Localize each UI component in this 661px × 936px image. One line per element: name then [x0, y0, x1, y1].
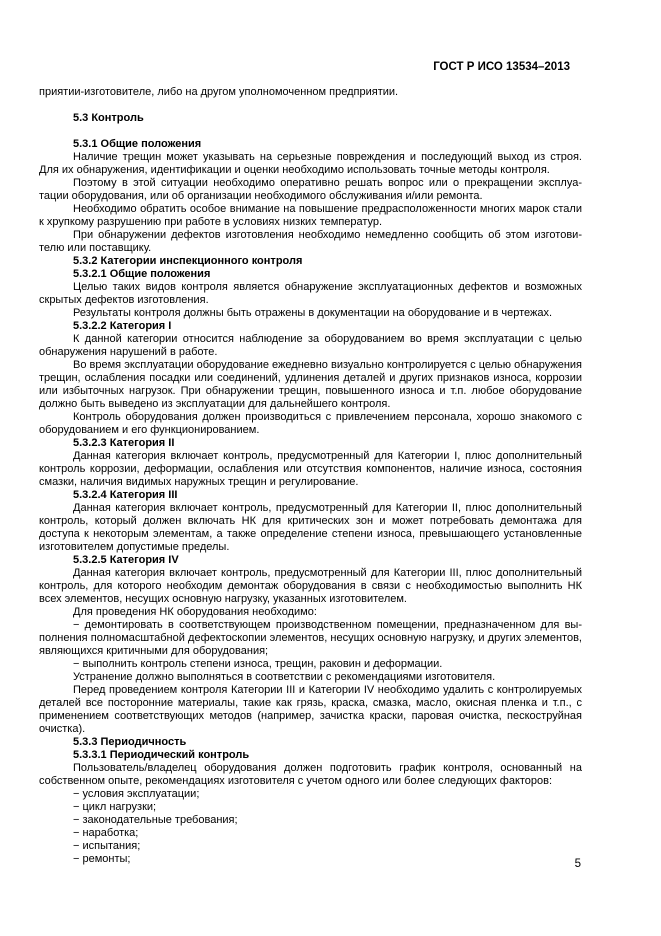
paragraph: Результаты контроля должны быть отражены в документации на оборудование и в чертежах.	[73, 307, 553, 319]
section-heading: 5.3.3 Периодичность	[73, 736, 187, 748]
page-number: 5	[574, 858, 581, 870]
list-item: − наработка;	[73, 827, 139, 839]
section-heading: 5.3.2.2 Категория I	[73, 320, 172, 332]
paragraph: Данная категория включает контроль, предусмотренный для Категории II, плюс дополнительный контроль, который должен включать НК для критических зон и может потребовать демонтажа для доступа к некоторым элементам, а также определение степени износа, превышающего установленные изготовителем допустимые пределы.	[39, 502, 582, 553]
section-heading: 5.3.2.1 Общие положения	[73, 268, 211, 280]
paragraph: Пользователь/владелец оборудования должен подготовить график контроля, основанный на собственном опыте, рекомендациях изготовителя с учетом одного или более следующих факторов:	[39, 762, 582, 787]
section-heading: 5.3.2.3 Категория II	[73, 437, 175, 449]
section-heading: 5.3.1 Общие положения	[73, 138, 202, 150]
paragraph: Контроль оборудования должен производиться с привлечением персонала, хорошо знакомого с оборудованием и его функционированием.	[39, 411, 582, 436]
list-item: − условия эксплуатации;	[73, 788, 200, 800]
paragraph: приятии-изготовителе, либо на другом уполномоченном предприятии.	[39, 86, 399, 98]
paragraph: Во время эксплуатации оборудование ежедневно визуально контролируется с целью обнаружения трещин, ослабления посадки или соединений, удлинения деталей и других признаков износа, коррозии или избыточных нагрузок. При обнаружении трещин, повышенного износа и т.п. любое оборудование должно быть выведено из эксплуатации для дальнейшего контроля.	[39, 359, 582, 410]
paragraph: При обнаружении дефектов изготовления необходимо немедленно сообщить об этом изготовителю или поставщику.	[39, 229, 582, 254]
section-heading: 5.3.3.1 Периодический контроль	[73, 749, 250, 761]
document-body	[39, 86, 582, 866]
paragraph: Данная категория включает контроль, предусмотренный для Категории III, плюс дополнительный контроль, для которого необходим демонтаж оборудования в связи с необходимостью выполнить НК всех элементов, несущих основную нагрузку, указанных изготовителем.	[39, 567, 582, 605]
paragraph: Наличие трещин может указывать на серьезные повреждения и последующий выход из строя. Для их обнаружения, идентификации и оценки необходимо использовать точные методы контроля.	[39, 151, 582, 176]
list-item: − цикл нагрузки;	[73, 801, 157, 813]
section-heading: 5.3 Контроль	[73, 112, 144, 124]
paragraph: Устранение должно выполняться в соответствии с рекомендациями изготовителя.	[73, 671, 496, 683]
list-item: − ремонты;	[73, 853, 131, 865]
list-item: − законодательные требования;	[73, 814, 238, 826]
paragraph: Необходимо обратить особое внимание на повышение предрасположенности многих марок стали к хрупкому разрушению при работе в условиях низких температур.	[39, 203, 582, 228]
paragraph: Целью таких видов контроля является обнаружение эксплуатационных дефектов и возможных скрытых дефектов изготовления.	[39, 281, 582, 306]
list-item: − выполнить контроль степени износа, трещин, раковин и деформации.	[73, 658, 443, 670]
list-item: − испытания;	[73, 840, 141, 852]
section-heading: 5.3.2.5 Категория IV	[73, 554, 179, 566]
paragraph: К данной категории относится наблюдение за оборудованием во время эксплуатации с целью обнаружения нарушений в работе.	[39, 333, 582, 358]
paragraph: Перед проведением контроля Категории III и Категории IV необходимо удалить с контролируемых деталей все посторонние материалы, такие как грязь, краска, смазка, масло, окисная пленка и т.п., с применением соответствующих методов (например, зачистка краски, паровая очистка, пескоструйная очистка).	[39, 684, 582, 735]
paragraph: Для проведения НК оборудования необходимо:	[73, 606, 317, 618]
paragraph: Поэтому в этой ситуации необходимо оперативно решать вопрос или о прекращении эксплуатации оборудования, или об организации необходимого обслуживания и/или ремонта.	[39, 177, 582, 202]
section-heading: 5.3.2 Категории инспекционного контроля	[73, 255, 303, 267]
paragraph: Данная категория включает контроль, предусмотренный для Категории I, плюс дополнительный контроль коррозии, деформации, ослабления или отсутствия компонентов, наличие износа, состояния смазки, наличия видимых наружных трещин и регулирование.	[39, 450, 582, 488]
section-heading: 5.3.2.4 Категория III	[73, 489, 178, 501]
list-item: − демонтировать в соответствующем производственном помещении, предназначенном для выполнения полномасштабной дефектоскопии элементов, несущих основную нагрузку, и других элементов, являющихся критичными для оборудования;	[39, 619, 582, 657]
doc-code-header: ГОСТ Р ИСО 13534–2013	[433, 61, 570, 73]
